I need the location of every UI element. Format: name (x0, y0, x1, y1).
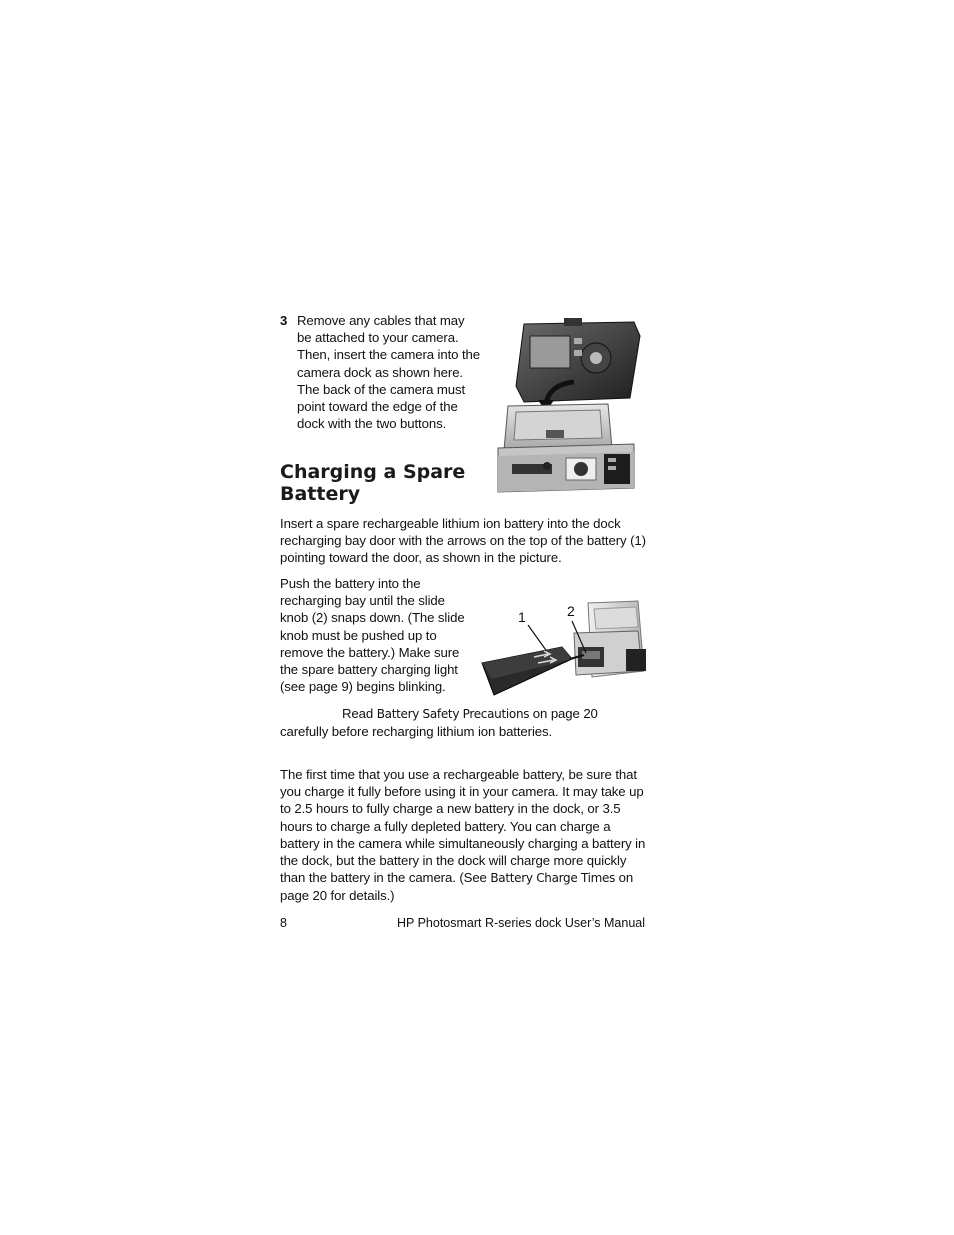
callout-2: 2 (567, 603, 575, 619)
first-charge-post: on page 20 for details.) (280, 870, 634, 904)
manual-title: HP Photosmart R-series dock User’s Manual (396, 916, 645, 930)
paragraph-first-charge (280, 766, 646, 905)
paragraph-safety (280, 705, 646, 740)
section-heading: Charging a Spare Battery (280, 461, 466, 505)
step-number: 3 (280, 313, 288, 328)
safety-pre: Read (342, 706, 377, 721)
callout-1: 1 (518, 609, 526, 625)
paragraph-insert-battery: Insert a spare rechargeable lithium ion battery into the dock recharging bay door with the arrows on the top of the battery (1) pointing toward the door, as shown in the picture. (280, 516, 646, 566)
paragraph-push-battery: Push the battery into the recharging bay until the slide knob (2) snaps down. (The slide knob must be pushed up to remove the battery.) Make sure the spare battery charging light (see page 9) begins blinking. (280, 576, 465, 695)
page-number: 8 (280, 916, 287, 930)
safety-post: on page 20 carefully before recharging lithium ion batteries. (280, 706, 598, 740)
battery-charge-times-link[interactable]: Battery Charge Times (490, 871, 616, 886)
first-charge-pre: The first time that you use a rechargeable battery, be sure that you charge it fully before using it in your camera. It may take up to 2.5 hours to fully charge a new battery in the dock, or 3.5 hours to charge a fully depleted battery. You can charge a battery in the camera while simultaneously charging a battery in the dock, but the battery in the dock will charge more quickly than the battery in the camera. (See (280, 767, 646, 886)
battery-into-bay-icon (478, 597, 646, 701)
step-text: Remove any cables that may be attached to your camera. Then, insert the camera into the camera dock as shown here. The back of the camera must point toward the edge of the dock with the two buttons. (297, 313, 480, 432)
camera-into-dock-icon (494, 316, 644, 498)
battery-safety-link[interactable]: Battery Safety Precautions (376, 707, 530, 721)
